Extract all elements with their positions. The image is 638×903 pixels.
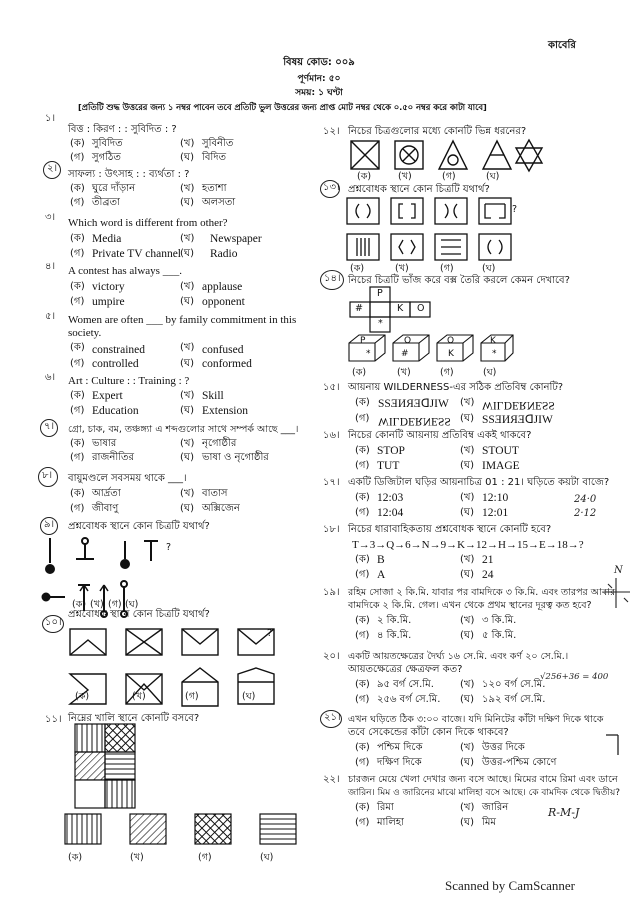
option-gha: opponent xyxy=(202,296,245,308)
q-text: আয়নায় WILDERNESS-এর সঠিক প্রতিবিম্ব কোনটি? xyxy=(348,382,564,393)
q-text: বিত্ত : কিরণ : : সুবিদিত : ? xyxy=(68,124,177,135)
option-gha: ১৯২ বর্গ সে.মি. xyxy=(482,694,546,705)
option-ka-label: (ক) xyxy=(355,554,370,565)
fig-label-gha: (ঘ) xyxy=(482,263,496,274)
fig-label-kha: (খ) xyxy=(132,691,146,702)
option-ga-label: (গ) xyxy=(355,817,370,828)
option-gha-label: (ঘ) xyxy=(180,452,194,463)
option-kha: Skill xyxy=(202,390,224,402)
fig-label-gha: (ঘ) xyxy=(486,171,500,182)
option-gha-label: (ঘ) xyxy=(180,405,194,416)
q-text: একটি আয়তক্ষেত্রের দৈর্ঘ্য ১৬ সে.মি. এবং কর্ণ ২০ সে.মি.। xyxy=(348,651,569,662)
q-text-line2: আয়তক্ষেত্রের ক্ষেত্রফল কত? xyxy=(348,664,463,675)
q-number: ১৫। xyxy=(323,382,340,393)
option-ka: 12:03 xyxy=(377,492,404,504)
option-ka: STOP xyxy=(377,445,405,457)
box-a-p: P xyxy=(360,336,366,346)
option-kha-label: (খ) xyxy=(180,233,195,244)
q-number: ৫। xyxy=(45,311,56,322)
option-ka: আর্দ্রতা xyxy=(92,488,121,499)
option-gha-label: (ঘ) xyxy=(180,296,194,307)
q-number: ৮। xyxy=(42,470,53,481)
option-gha-label: (ঘ) xyxy=(460,694,474,705)
q-number: ১৭। xyxy=(323,477,340,488)
q-text-line2: বামদিকে ২ কি.মি. গেল। এখন থেকে প্রথম স্থানের দূরত্ব কত হবে? xyxy=(348,600,592,611)
option-ga: দক্ষিণ দিকে xyxy=(377,757,422,768)
option-ka: constrained xyxy=(92,344,146,356)
option-ga: সুগঠিত xyxy=(92,152,121,163)
option-kha-label: (খ) xyxy=(460,679,475,690)
option-ga: জীবাণু xyxy=(92,503,119,514)
option-ga-label: (গ) xyxy=(70,197,85,208)
option-gha-label: (ঘ) xyxy=(460,413,474,424)
net-face-hash: # xyxy=(355,303,363,314)
option-ka-label: (ক) xyxy=(355,397,370,408)
option-ka-label: (ক) xyxy=(355,492,370,503)
fig-label-ga: (গ) xyxy=(440,367,454,378)
handwritten-note: R-M-J xyxy=(548,806,580,819)
option-gha: বিদিত xyxy=(202,152,227,163)
box-c-o: O xyxy=(447,336,455,346)
q-number: ১। xyxy=(45,113,56,124)
q-number: ৭। xyxy=(44,421,55,432)
q-text: Art : Culture : : Training : ? xyxy=(68,375,190,387)
option-gha: ৫ কি.মি. xyxy=(482,630,517,641)
fig-label-kha: (খ) xyxy=(395,263,409,274)
q-text: নিচের কোনটি আয়নায় প্রতিবিম্ব একই থাকবে? xyxy=(348,430,532,441)
option-kha: বাতাস xyxy=(202,488,228,499)
option-ka: ঘুরে দাঁড়ান xyxy=(92,183,136,194)
q-number: ১৩। xyxy=(323,182,340,193)
box-d-k: K xyxy=(490,336,496,346)
option-ga-label: (গ) xyxy=(70,452,85,463)
option-gha-label: (ঘ) xyxy=(180,248,194,259)
option-ka-label: (ক) xyxy=(70,488,85,499)
sequence: T→3→Q→6→N→9→K→12→H→15→E→18→? xyxy=(352,539,584,551)
box-b-hash: # xyxy=(401,349,409,359)
q-number: ১৪। xyxy=(324,273,341,284)
option-ga: TUT xyxy=(377,460,400,472)
option-kha: applause xyxy=(202,281,243,293)
option-ka-label: (ক) xyxy=(355,615,370,626)
option-ka: Media xyxy=(92,233,122,245)
q-number: ২১। xyxy=(324,712,341,723)
scanner-watermark: Scanned by CamScanner xyxy=(445,878,575,893)
option-ka: victory xyxy=(92,281,125,293)
option-kha: ৩ কি.মি. xyxy=(482,615,517,626)
fig-label-gha: (ঘ) xyxy=(125,599,139,610)
option-ga-label: (গ) xyxy=(355,757,370,768)
q-number: ১০। xyxy=(45,617,62,628)
net-face-o: O xyxy=(417,303,425,314)
q-number: ৬। xyxy=(45,372,56,383)
option-kha: 21 xyxy=(482,554,494,566)
option-ga-label: (গ) xyxy=(355,630,370,641)
fig-label-ka: (ক) xyxy=(75,691,90,702)
fig-label-ka: (ক) xyxy=(68,852,83,863)
fig-question-mark: ? xyxy=(267,628,273,639)
instruction: [প্রতিটি শুদ্ধ উত্তরের জন্য ১ নম্বর পাবেন তবে প্রতিটি ভুল উত্তরের জন্য প্রাপ্ত মোট নম্বর থেকে ০.৫০ নম্বর করে কাটা যাবে] xyxy=(78,102,487,112)
option-ga-label: (গ) xyxy=(70,503,85,514)
option-ka: Expert xyxy=(92,390,123,402)
option-ka-label: (ক) xyxy=(70,183,85,194)
fig-label-ka: (ক) xyxy=(352,367,367,378)
symbols-figure xyxy=(345,138,545,174)
q-text: বায়ুমণ্ডলে সবসময় থাকে ___। xyxy=(68,473,187,484)
q-text: গ্রো, চাক, বম, তঞ্চঙ্গ্যা এ শব্দগুলোর সাথে সম্পর্ক আছে ___। xyxy=(68,424,299,435)
option-ga: controlled xyxy=(92,358,139,370)
option-ga-label: (গ) xyxy=(70,296,85,307)
option-kha: জারিন xyxy=(482,802,509,813)
envelope-figure xyxy=(60,624,300,714)
handwritten-note: 24·0 xyxy=(574,494,597,505)
fig-label-kha: (খ) xyxy=(398,171,412,182)
q-number: ১৯। xyxy=(323,587,340,598)
option-gha-label: (ঘ) xyxy=(180,503,194,514)
option-ka: সুবিদিত xyxy=(92,138,123,149)
option-ka: SSƎИЯƎᗡJIW xyxy=(378,398,449,410)
option-gha: SSƎИЯƎᗡJIW xyxy=(482,414,553,426)
option-ga-label: (গ) xyxy=(70,152,85,163)
q-number: ২। xyxy=(47,163,58,174)
option-ga: ২৫৬ বর্গ সে.মি. xyxy=(377,694,441,705)
option-kha: নৃগোষ্ঠীর xyxy=(202,438,237,449)
fig-label-kha: (খ) xyxy=(397,367,411,378)
q-text: চারজন মেয়ে খেলা দেখার জন্য বসে আছে। মিমের বামে রিমা এবং ডানে xyxy=(348,774,618,785)
option-gha: conformed xyxy=(202,358,252,370)
box-d-star: * xyxy=(492,349,497,359)
option-gha-label: (ঘ) xyxy=(460,817,474,828)
option-ga-label: (গ) xyxy=(355,694,370,705)
time-limit: সময়: ১ ঘণ্টা xyxy=(295,88,343,98)
q-text: একটি ডিজিটাল ঘড়ির আয়নাচিত্র 01 : 21। ঘড়িতে কয়টা বাজে? xyxy=(348,477,610,488)
option-kha-label: (খ) xyxy=(180,438,195,449)
q-text: Which word is different from other? xyxy=(68,217,228,229)
q-number: ১১। xyxy=(45,714,62,725)
option-kha: confused xyxy=(202,344,244,356)
option-gha-label: (ঘ) xyxy=(460,757,474,768)
net-face-star: * xyxy=(378,318,383,329)
option-kha-label: (খ) xyxy=(180,138,195,149)
option-kha: WILDERNESS xyxy=(482,399,555,411)
option-ka: ২ কি.মি. xyxy=(377,615,412,626)
option-ka-label: (ক) xyxy=(70,281,85,292)
option-gha: মিম xyxy=(482,817,496,828)
option-ga-label: (গ) xyxy=(70,248,85,259)
option-ga: Education xyxy=(92,405,139,417)
q-text-line2: জারিন। মিম ও জারিনের মাঝে মালিহা বসে আছে। কে বামদিক থেকে দ্বিতীয়? xyxy=(348,788,621,798)
box-c-k: K xyxy=(448,349,454,359)
q-number: ১২। xyxy=(323,126,340,137)
option-gha-label: (ঘ) xyxy=(460,507,474,518)
fig-question-mark: ? xyxy=(512,204,518,215)
option-gha: উত্তর-পশ্চিম কোণে xyxy=(482,757,557,768)
corner-label: কাবেরি xyxy=(548,40,576,51)
option-ka-label: (ক) xyxy=(355,742,370,753)
option-kha-label: (খ) xyxy=(180,390,195,401)
option-kha-label: (খ) xyxy=(180,281,195,292)
option-kha-label: (খ) xyxy=(180,488,195,499)
fig-label-ga: (গ) xyxy=(198,852,212,863)
option-kha-label: (খ) xyxy=(460,615,475,626)
full-marks: পূর্ণমান: ৫০ xyxy=(297,74,341,84)
option-ka: রিমা xyxy=(377,802,394,813)
option-ka: ভাষার xyxy=(92,438,117,449)
q-number: ২০। xyxy=(323,651,340,662)
q-text: Women are often ___ by family commitment in this xyxy=(68,314,297,326)
q-text: প্রশ্নবোধক স্থানে কোন চিত্রটি যথার্থ? xyxy=(348,184,490,195)
q-number: ১৮। xyxy=(323,524,340,535)
fig-label-ka: (ক) xyxy=(72,599,87,610)
option-kha-label: (খ) xyxy=(460,397,475,408)
option-ka: পশ্চিম দিকে xyxy=(377,742,423,753)
option-kha-label: (খ) xyxy=(460,802,475,813)
fig-label-ga: (গ) xyxy=(442,171,456,182)
option-kha-label: (খ) xyxy=(460,492,475,503)
option-gha-label: (ঘ) xyxy=(460,460,474,471)
option-ga: রাজনীতির xyxy=(92,452,135,463)
option-ga: WILDERNESS xyxy=(378,415,451,427)
box-b-o: O xyxy=(404,336,412,346)
option-gha: Radio xyxy=(210,248,238,260)
option-kha: 12:10 xyxy=(482,492,509,504)
option-kha: হতাশা xyxy=(202,183,227,194)
option-kha: সুবিনীত xyxy=(202,138,234,149)
option-ga-label: (গ) xyxy=(355,507,370,518)
option-ga-label: (গ) xyxy=(355,413,370,424)
option-gha: ভাষা ও নৃগোষ্ঠীর xyxy=(202,452,269,463)
option-ka-label: (ক) xyxy=(70,138,85,149)
fig-label-gha: (ঘ) xyxy=(260,852,274,863)
option-ga: 12:04 xyxy=(377,507,404,519)
clock-hands-sketch xyxy=(602,732,622,758)
option-ka-label: (ক) xyxy=(70,438,85,449)
q-text: রহিম সোজা ২ কি.মি. যাবার পর বামদিকে ৩ কি.মি. এবং তারপর আবার xyxy=(348,587,616,598)
q-text: নিচের চিত্রটি ভাঁজ করে বক্স তৈরি করলে কেমন দেখাবে? xyxy=(348,275,570,286)
q-number: ৯। xyxy=(44,519,55,530)
q-text: নিম্নের খালি স্থানে কোনটি বসবে? xyxy=(68,713,200,724)
q-number: ২২। xyxy=(323,774,340,785)
option-kha-label: (খ) xyxy=(460,554,475,565)
option-ka-label: (ক) xyxy=(70,342,85,353)
handwritten-note: √256+36 = 400 xyxy=(540,672,609,682)
fig-question-mark: ? xyxy=(166,542,172,553)
box-a-star: * xyxy=(366,349,371,359)
q-text: প্রশ্নবোধক স্থানে কোন চিত্রটি যথার্থ? xyxy=(68,521,210,532)
option-ka: ৯৫ বর্গ সে.মি. xyxy=(377,679,434,690)
option-ga-label: (গ) xyxy=(70,405,85,416)
option-ga: umpire xyxy=(92,296,125,308)
option-ka: B xyxy=(377,554,385,566)
option-ga: মালিহা xyxy=(377,817,404,828)
q-text: নিচের ধারাবাহিকতায় প্রশ্নবোধক স্থানে কোনটি হবে? xyxy=(348,524,552,535)
option-ga: A xyxy=(377,569,386,581)
option-kha-label: (খ) xyxy=(460,445,475,456)
fig-label-gha: (ঘ) xyxy=(242,691,256,702)
pattern-grid-figure xyxy=(45,722,315,847)
option-kha-label: (খ) xyxy=(180,342,195,353)
q-text: প্রশ্নবোধক স্থানে কোন চিত্রটি যথার্থ? xyxy=(68,609,210,620)
option-ga: তীব্রতা xyxy=(92,197,120,208)
option-ga-label: (গ) xyxy=(70,358,85,369)
option-kha: উত্তর দিকে xyxy=(482,742,525,753)
q-text: সাফল্য : উৎসাহ : : ব্যর্থতা : ? xyxy=(68,169,190,180)
option-gha: 12:01 xyxy=(482,507,509,519)
option-ka-label: (ক) xyxy=(70,233,85,244)
q-text: A contest has always ___. xyxy=(68,265,182,277)
q-number: ৩। xyxy=(45,212,56,223)
option-ka-label: (ক) xyxy=(70,390,85,401)
handwritten-note: 2·12 xyxy=(574,508,597,519)
option-gha: IMAGE xyxy=(482,460,520,472)
option-gha-label: (ঘ) xyxy=(180,197,194,208)
subject-code: বিষয় কোড: ০০৯ xyxy=(283,57,355,68)
q-text-line2: society. xyxy=(68,327,102,339)
option-ka-label: (ক) xyxy=(355,679,370,690)
net-face-p: P xyxy=(377,288,383,299)
q-text: এখন ঘড়িতে ঠিক ৩:০০ বাজে। যদি মিনিটের কাঁটা দক্ষিণ দিকে থাকে xyxy=(348,714,604,725)
fig-label-ka: (ক) xyxy=(357,171,372,182)
option-gha: অলসতা xyxy=(202,197,236,208)
option-ga-label: (গ) xyxy=(355,460,370,471)
option-kha-label: (খ) xyxy=(460,742,475,753)
fig-label-ga: (গ) xyxy=(108,599,122,610)
fig-label-kha: (খ) xyxy=(130,852,144,863)
option-kha: ১২০ বর্গ সে.মি. xyxy=(482,679,546,690)
handwritten-note: N xyxy=(614,565,623,576)
fig-label-ka: (ক) xyxy=(350,263,365,274)
q-number: ১৬। xyxy=(323,430,340,441)
option-kha: Newspaper xyxy=(210,233,262,245)
option-gha: অক্সিজেন xyxy=(202,503,240,514)
option-kha: STOUT xyxy=(482,445,519,457)
q-text-line2: তবে সেকেন্ডের কাঁটা কোন দিকে থাকবে? xyxy=(348,727,509,738)
option-ga-label: (গ) xyxy=(355,569,370,580)
option-ka-label: (ক) xyxy=(355,445,370,456)
q-number: ৪। xyxy=(45,261,56,272)
fig-label-kha: (খ) xyxy=(90,599,104,610)
option-gha-label: (ঘ) xyxy=(180,152,194,163)
q-text: নিচের চিত্রগুলোর মধ্যে কোনটি ভিন্ন ধরনের? xyxy=(348,126,527,137)
fig-label-ga: (গ) xyxy=(440,263,454,274)
net-face-k: K xyxy=(397,303,404,314)
option-gha: 24 xyxy=(482,569,494,581)
fig-label-ga: (গ) xyxy=(185,691,199,702)
option-gha-label: (ঘ) xyxy=(460,630,474,641)
option-ga: Private TV channel xyxy=(92,248,181,260)
option-gha: Extension xyxy=(202,405,248,417)
fig-label-gha: (ঘ) xyxy=(483,367,497,378)
option-kha-label: (খ) xyxy=(180,183,195,194)
option-gha-label: (ঘ) xyxy=(180,358,194,369)
option-ga: ৪ কি.মি. xyxy=(377,630,412,641)
option-gha-label: (ঘ) xyxy=(460,569,474,580)
option-ka-label: (ক) xyxy=(355,802,370,813)
compass-sketch xyxy=(602,576,632,612)
